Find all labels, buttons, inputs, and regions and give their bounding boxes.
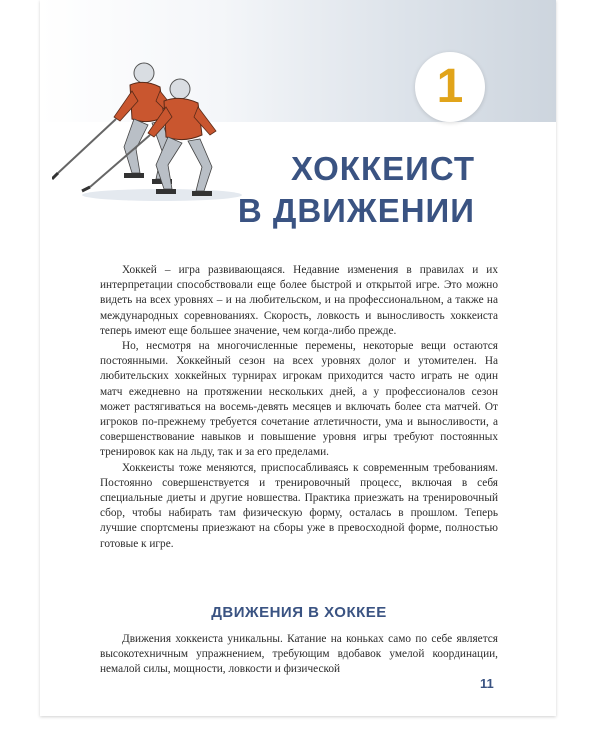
section-paragraph: Движения хоккеиста уникальны. Катание на коньках само по себе является высокотехничным упражнением, требующим вдобавок умелой координации, немалой силы, мощности, ловкости и физической bbox=[100, 633, 498, 676]
chapter-number-badge bbox=[415, 52, 485, 122]
body-paragraph-2: Но, несмотря на многочисленные перемены, некоторые вещи остаются постоянными. Хоккейный сезон на всех уровнях долог и утомителен. На любительских хоккейных турнирах игрокам приходится часто играть не один матч ежедневно на протяжении нескольких дней, а у профессионалов сезон может растягиваться на восемь-девять месяцев и включать более ста матчей. От игроков по-прежнему требуется сочетание атлетичности, ума и выносливости, а совершенствование навыков и повышение уровня игры требуют постоянных тренировок как на льду, так и за его пределами. bbox=[100, 340, 498, 459]
chapter-title-line-1: ХОККЕИСТ bbox=[290, 150, 475, 187]
body-paragraph-3: Хоккеисты тоже меняются, приспосабливаясь к современным требованиям. Постоянно совершенствуется и тренировочный процесс, включая в себя специальные диеты и другие новшества. Практика приезжать на тренировочный сбор, чтобы набирать там физическую форму, осталась в прошлом. Теперь лучшие спортсмены приезжают на сборы уже в превосходной форме, полностью готовые к игре. bbox=[100, 461, 498, 550]
section-heading: ДВИЖЕНИЯ В ХОККЕЕ bbox=[211, 604, 387, 621]
chapter-number: 1 bbox=[436, 60, 464, 113]
chapter-body bbox=[100, 263, 498, 552]
body-paragraph-1: Хоккей – игра развивающаяся. Недавние изменения в правилах и их интерпретации способствовали еще более быстрой и открытой игре. Это можно видеть на всех уровнях – и на любительском, и на профессиональном, а также на международных соревнованиях. Скорость, ловкость и выносливость хоккеиста теперь имеют еще большее значение, чем когда-либо прежде. bbox=[100, 264, 498, 337]
page-number: 11 bbox=[480, 676, 494, 691]
section-body bbox=[100, 632, 498, 678]
book-page bbox=[40, 0, 556, 716]
chapter-title bbox=[200, 148, 475, 232]
chapter-title-line-2: В ДВИЖЕНИИ bbox=[237, 192, 475, 229]
